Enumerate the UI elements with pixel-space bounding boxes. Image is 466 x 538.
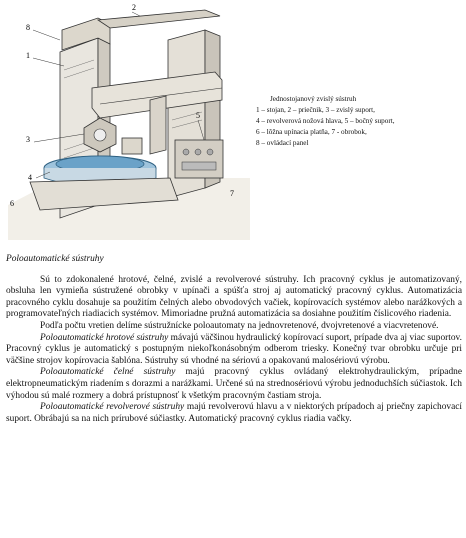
part-number-2: 2 (132, 3, 136, 12)
paragraph-text: Podľa počtu vretien delíme sústružnícke poloautomaty na jednovretenové, dvojvretenové a viacvretenové. (40, 320, 439, 331)
part-number-3: 3 (26, 135, 30, 144)
figure-caption (256, 94, 466, 149)
caption-line: 4 – revolverová nožová hlava, 5 – bočný suport, (256, 117, 395, 125)
paragraph-lead: Poloautomatické revolverové sústruhy (40, 402, 185, 413)
paragraph (6, 321, 462, 333)
caption-title: Jednostojanový zvislý sústruh (270, 95, 357, 103)
paragraph (6, 402, 462, 425)
document-body (6, 254, 462, 425)
figure (0, 0, 466, 250)
section-title: Poloautomatické sústruhy (6, 254, 104, 264)
paragraph (6, 333, 462, 368)
part-number-5: 5 (196, 111, 200, 120)
paragraph-text: mávajú väčšinou hydraulický kopírovací suport, prípade dva aj viac suportov. Pracovný cyklus je automatický s postupným niekoľkonásobným odberom triesky. Konečný tvar obrobku určuje pri väčšine strojov kopírovacia šablóna. Sústruhy sú vhodné na sériovú a opakovanú malosériovú výrobu. (6, 332, 462, 366)
part-number-7: 7 (230, 189, 234, 198)
part-number-1: 1 (26, 51, 30, 60)
part-number-8: 8 (26, 23, 30, 32)
part-number-6: 6 (10, 199, 14, 208)
part-number-4: 4 (28, 173, 32, 182)
paragraph-lead: Poloautomatické čelné sústruhy (40, 367, 176, 378)
paragraph-text: Sú to zdokonalené hrotové, čelné, zvislé a revolverové sústruhy. Ich pracovný cyklus je automatizovaný, obsluha len vymieňa sústružené obrobky v upínači a spúšťa stroj aj automatický pracovný cyklus. Automatizácia pracovného cyklu dosahuje sa použitím čelných alebo obvodových vačiek, kopírovacích systémov alebo narážkových a programovateľných riadiacich systémov. Mimoriadne pružná automatizácia sa dosiahne použitím číslicového riadenia. (6, 274, 462, 320)
paragraph (6, 367, 462, 402)
part-numbers (0, 0, 255, 250)
paragraph-lead: Poloautomatické hrotové sústruhy (40, 332, 169, 343)
paragraph (6, 275, 462, 321)
caption-line: 1 – stojan, 2 – priečnik, 3 – zvislý suport, (256, 106, 375, 114)
paragraph-text: majú revolverovú hlavu a v niektorých prípadoch aj priečny zapichovací suport. Obrábajú sa na nich prírubové súčiastky. Automatický pracovný cyklus riadia vačky. (6, 402, 463, 424)
caption-line: 8 – ovládací panel (256, 139, 309, 147)
caption-line: 6 – lôžna upínacia platňa, 7 - obrobok, (256, 128, 367, 136)
paragraph-text: majú pracovný cyklus ovládaný elektrohydraulickým, prípadne elektropneumatickým riadením s dorazmi a narážkami. Určené sú na strednosériovú výrobu jednoduchších súčiastok. Ich výhodou sú malé rozmery a dobrá prístupnosť k všetkým pracovným častiam stroja. (6, 367, 462, 401)
